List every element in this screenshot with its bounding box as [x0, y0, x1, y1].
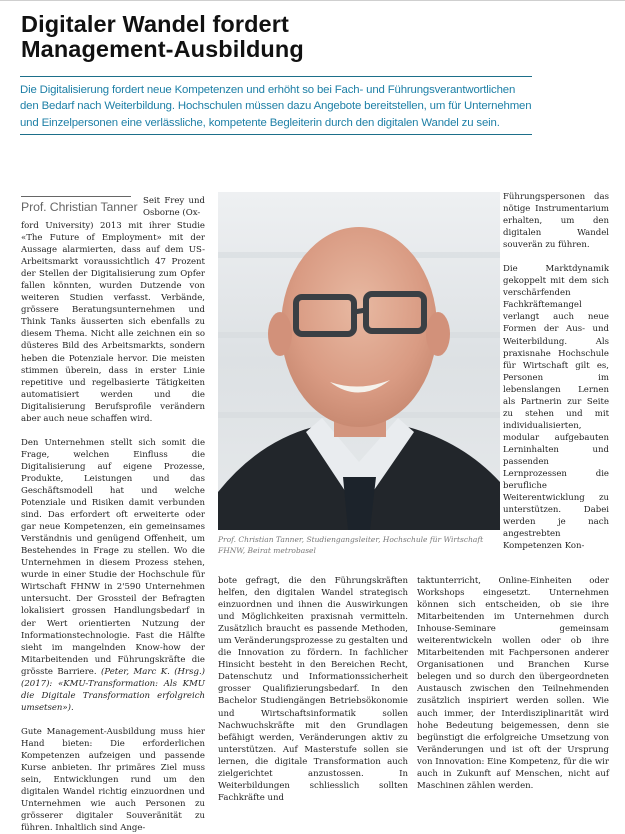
article-lead: [20, 76, 532, 135]
caption-line: FHNW, Beirat metrobasel: [218, 546, 316, 555]
caption-line: Prof. Christian Tanner, Studiengangsleiter, Hochschule für Wirtschaft: [218, 535, 484, 544]
lead-line: den Bedarf nach Weiterbildung. Hochschulen müssen dazu Angebote bereitstellen, um für Unternehmen: [20, 100, 532, 113]
paragraph: Die Marktdynamik gekoppelt mit dem sich verschärfenden Fachkräftemangel verlangt auch neue Formen der Aus- und Weiterbildung. Als praxisnahe Hochschule für Wirtschaft gilt es, Personen im lebenslangen Lernen als Partnerin zur Seite zu stehen und mit individualisierten, modular aufgebauten Lerninhalten und passenden Lernprozessen die berufliche Weiterentwicklung zu unterstützen. Dabei werden je nach angestrebten Kompetenzen Kon-: [503, 264, 609, 552]
paragraph: taktunterricht, Online-Einheiten oder Workshops eingesetzt. Unternehmen können sich entscheiden, ob sie ihre Mitarbeitenden im Unternehmen durch Inhouse-Seminare gemeinsam weiterentwickeln wollen oder ob ihre Mitarbeitenden mit Fachpersonen anderer Organisationen und Branchen Kurse belegen und so durch den übergeordneten Austausch zwischen den Teilnehmenden zusätzlich inspiriert werden sollen. Wie auch immer, der Interdisziplinarität wird hohe Bedeutung beigemessen, denn sie begünstigt die erfolgreiche Umsetzung von Veränderungen und ist oft der Ursprung von Innovation: Eine Kompetenz, für die wir auch in Zukunft auf Menschen, nicht auf Maschinen zählen werden.: [417, 576, 609, 791]
lead-line: und Einzelpersonen eine verlässliche, kompetente Begleiterin durch den digitalen Wandel zu sein.: [20, 116, 500, 129]
paragraph: Führungspersonen das nötige Instrumentarium erhalten, um den digitalen Wandel souverän zu führen.: [503, 192, 609, 251]
portrait-illustration: [218, 192, 500, 530]
article-title: [21, 12, 521, 62]
author-photo: [218, 192, 500, 530]
column-1-intro: [143, 195, 205, 219]
paragraph: Gute Management-Ausbildung muss hier Hand bieten: Die erforderlichen Kompetenzen aufzeigen und passende Kurse anbieten. Ihr primäres Ziel muss sein, Entwicklungen rund um den digitalen Wandel richtig einzuordnen und Unternehmen wie auch Personen zu grösserer digitaler Souveränität zu führen. Inhaltlich sind Ange-: [21, 726, 205, 834]
column-3-lower: [417, 575, 609, 792]
paragraph: bote gefragt, die den Führungskräften helfen, den digitalen Wandel strategisch einzuordnen und ihnen die Auswirkungen und Möglichkeiten praxisnah vermitteln. Zusätzlich braucht es passende Methoden, um Veränderungsprozesse zu gestalten und die Innovation zu fördern. In fachlicher Hinsicht besteht in den Bereichen Recht, Datenschutz und Informationssicherheit grosser Qualifizierungsbedarf. In den Bachelor Studiengängen Betriebsökonomie und Wirtschaftsinformatik sollen Nachwuchskräfte mit den Grundlagen befähigt werden, Veränderungen aktiv zu unterstützen. Auf Masterstufe sollen sie lernen, die digitale Transformation auch zielgerichtet anzustossen. In Weiterbildungen schliesslich sollten Fachkräfte und: [218, 576, 408, 803]
title-line-2: Management-Ausbildung: [21, 36, 304, 62]
citation: (Peter, Marc K. (Hrsg.) (2017): «KMU-Transformation: Als KMU die Digitale Transformation erfolgreich umsetsen»).: [21, 666, 205, 713]
intro-text: Seit Frey und Osborne (Ox-: [143, 196, 205, 219]
paragraph: [21, 437, 205, 714]
paragraph-text: Den Unternehmen stellt sich somit die Frage, welchen Einfluss die Digitalisierung auf eigene Prozesse, Produkte, Leistungen und das Geschäftsmodell hat und welche Potenziale und Risiken damit verbunden sind. Das erfordert oft erweiterte oder gar neue Kompetenzen, ein gemeinsames Verständnis und genügend Offenheit, um Bestehendes in Frage zu stellen. Wo die Unternehmen in diesem Prozess stehen, wurde in einer Studie der Hochschule für Wirtschaft FHNW in 2'590 Unternehmen untersucht. Der Grossteil der Befragten lokalisiert grossen Handlungsbedarf in der Wert orientierten Nutzung der Informationstechnologie. Fast die Hälfte sieht im mangelnden Know-how der Mitarbeitenden und Führungskräfte die grösste Barriere.: [21, 437, 205, 677]
column-1: [21, 220, 205, 834]
top-border: [0, 0, 625, 1]
author-byline: Prof. Christian Tanner: [21, 200, 138, 214]
photo-caption: [218, 534, 508, 556]
column-3-upper: [503, 191, 609, 552]
byline-rule: [21, 196, 131, 197]
lead-line: Die Digitalisierung fordert neue Kompetenzen und erhöht so bei Fach- und Führungsverantwortlichen: [20, 84, 516, 96]
column-2: [218, 575, 408, 804]
title-line-1: Digitaler Wandel fordert: [21, 11, 289, 37]
paragraph: ford University) 2013 mit ihrer Studie «The Future of Employment» mit der Aussage alarmierten, dass auf dem US-Arbeitsmarkt voraussichtlich 47 Prozent der Stellen der Digitalisierung zum Opfer fallen könnten, wurden Dutzende von weiteren Studien verfasst. Verbände, grössere Beratungsunternehmen und Think Tanks äusserten sich ebenfalls zu diesem Thema. Nicht alle zeichnen ein so düsteres Bild des Arbeitsmarkts, sondern heben die Potenziale hervor. Die meisten stimmen überein, dass in erster Linie repetitive und regelbasierte Tätigkeiten automatisiert werden und die Digitalisierung Berufsprofile verändern aber auch neue schaffen wird.: [21, 221, 205, 424]
